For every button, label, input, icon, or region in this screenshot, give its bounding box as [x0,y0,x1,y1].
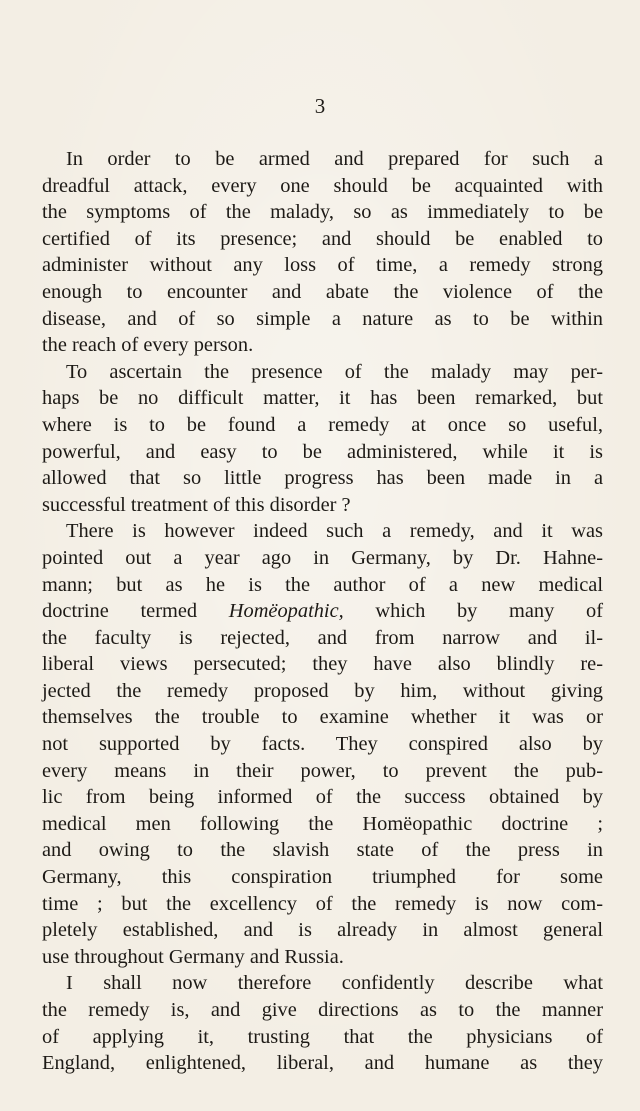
text-line: There is however indeed such a remedy, and it was [66,520,603,543]
text-line [42,598,603,625]
text-segment: doctrine termed [42,600,229,623]
text-line: disease, and of so simple a nature as to be within [42,307,603,330]
text-line: pointed out a year ago in Germany, by Dr. Hahne- [42,546,603,569]
text-line: I shall now therefore confidently describe what [66,972,603,995]
text-segment: which by many of [343,600,603,623]
text-line: time ; but the excellency of the remedy is now com- [42,892,603,915]
text-line: haps be no difficult matter, it has been remarked, but [42,387,603,410]
text-line: enough to encounter and abate the violence of the [42,280,603,303]
text-line: the reach of every person. [42,334,254,357]
text-line: and owing to the slavish state of the press in [42,839,603,862]
text-line: use throughout Germany and Russia. [42,945,344,968]
text-line: the faculty is rejected, and from narrow and il- [42,626,603,649]
text-line: administer without any loss of time, a remedy strong [42,254,603,277]
text-line: lic from being informed of the success obtained by [42,786,603,809]
text-line: successful treatment of this disorder ? [42,493,351,516]
text-line: the symptoms of the malady, so as immediately to be [42,201,603,224]
text-line: mann; but as he is the author of a new medical [42,573,603,596]
text-line: In order to be armed and prepared for such a [66,148,603,170]
text-line: Germany, this conspiration triumphed for some [42,866,603,889]
text-line: England, enlightened, liberal, and humane as they [42,1052,603,1075]
text-line: dreadful attack, every one should be acquainted with [42,174,603,197]
text-line: every means in their power, to prevent the pub- [42,759,603,782]
text-line: pletely established, and is already in almost general [42,919,603,942]
text-line: medical men following the Homëopathic doctrine ; [42,812,603,835]
text-line: themselves the trouble to examine whether it was or [42,706,603,729]
text-line: liberal views persecuted; they have also blindly re- [42,653,603,676]
page-number: 3 [314,94,326,118]
text-line: the remedy is, and give directions as to the manner [42,999,603,1021]
text-line: jected the remedy proposed by him, without giving [42,679,603,702]
italic-term: Homëopathic, [228,600,344,623]
text-line: allowed that so little progress has been made in a [42,467,603,490]
text-line: of applying it, trusting that the physicians of [42,1025,603,1048]
text-line: where is to be found a remedy at once so useful, [42,413,603,436]
text-line: To ascertain the presence of the malady may per- [66,360,603,383]
text-line: powerful, and easy to be administered, while it is [42,440,603,463]
text-line: not supported by facts. They conspired also by [42,733,603,756]
text-line: certified of its presence; and should be enabled to [42,227,603,250]
body-text [42,146,603,1077]
